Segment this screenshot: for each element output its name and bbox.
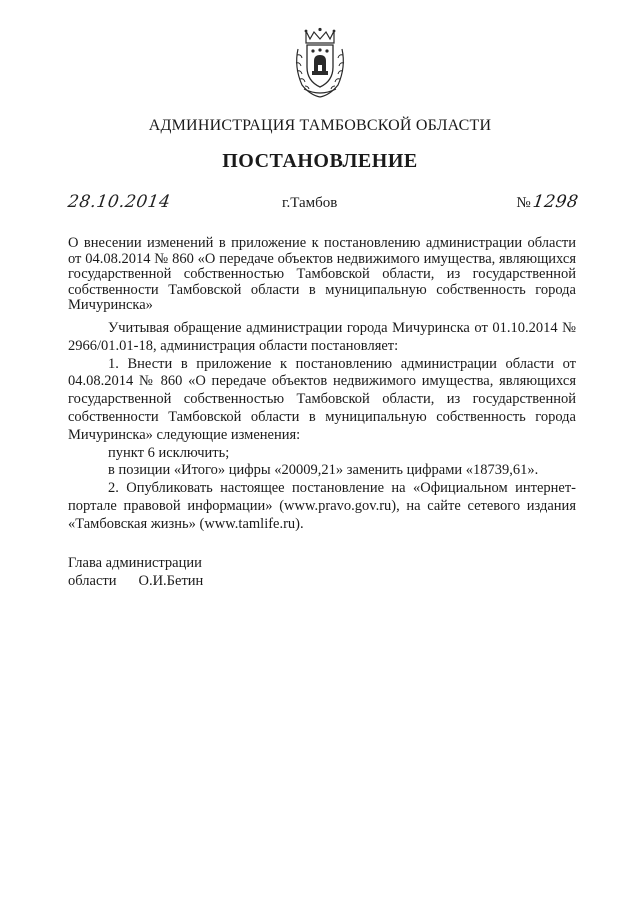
document-meta-row [68,192,578,218]
document-number [516,192,578,212]
document-body [68,320,576,534]
signature-block [68,555,203,591]
item-1-subitem-a: пункт 6 исключить; [108,444,230,461]
item-2-paragraph: 2. Опубликовать настоящее постановление на «Официальном интернет-портале правовой информации» (www.pravo.gov.ru), на сайте сетевого издания «Тамбовская жизнь» (www.tamlife.ru). [68,480,576,532]
signature-position-line2 [68,573,203,591]
coat-of-arms-emblem [292,27,348,99]
signature-region: области [68,572,117,589]
document-city: г.Тамбов [282,195,338,211]
item-1-subitem-b: в позиции «Итого» цифры «20009,21» заменить цифрами «18739,61». [108,462,539,479]
document-type-heading: ПОСТАНОВЛЕНИЕ [222,150,418,172]
document-number-value: 1298 [531,192,580,212]
document-subject: О внесении изменений в приложение к постановлению администрации области от 04.08.2014 № 860 «О передаче объектов недвижимого имущества, являющихся государственной собственностью Тамбовской области, из государственной собственности Тамбовской области в муниципальную собственность города Мичуринска» [68,235,576,314]
preamble-paragraph: Учитывая обращение администрации города Мичуринска от 01.10.2014 № 2966/01.01-18, администрация области постановляет: [68,320,576,354]
document-date: 28.10.2014 [66,192,172,212]
document-number-label: № [516,195,531,211]
signature-position-line1: Глава администрации [68,555,202,571]
administration-title: АДМИНИСТРАЦИЯ ТАМБОВСКОЙ ОБЛАСТИ [148,117,492,134]
signatory-name: О.И.Бетин [138,572,204,589]
item-1-paragraph: 1. Внести в приложение к постановлению администрации области от 04.08.2014 № 860 «О передаче объектов недвижимого имущества, являющихся государственной собственностью Тамбовской области, из государственной собственности Тамбовской области в муниципальную собственность города Мичуринска» следующие изменения: [68,355,576,443]
